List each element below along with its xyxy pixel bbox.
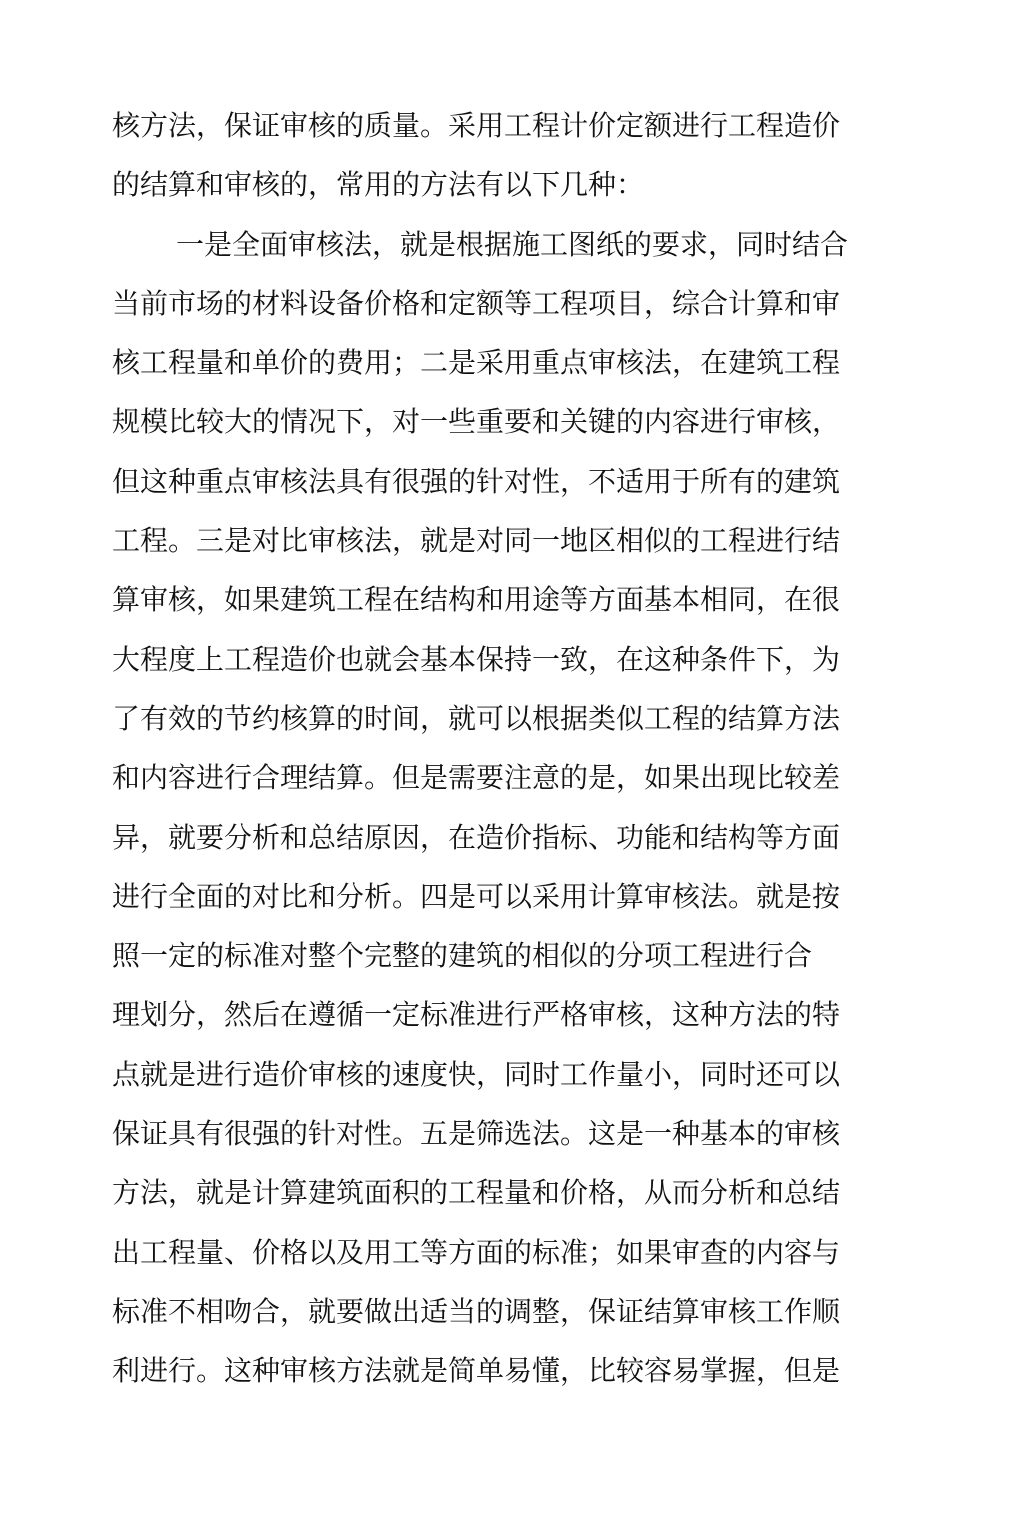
- text-line-13: 异，就要分析和总结原因，在造价指标、功能和结构等方面: [112, 820, 841, 854]
- body-text: [112, 96, 872, 1401]
- text-line-7: 但这种重点审核法具有很强的针对性，不适用于所有的建筑: [112, 464, 841, 498]
- text-line-4: 当前市场的材料设备价格和定额等工程项目，综合计算和审: [112, 286, 841, 320]
- text-line-20: 出工程量、价格以及用工等方面的标准；如果审查的内容与: [112, 1235, 841, 1269]
- text-line-14: 进行全面的对比和分析。四是可以采用计算审核法。就是按: [112, 879, 841, 913]
- text-line-18: 保证具有很强的针对性。五是筛选法。这是一种基本的审核: [112, 1117, 841, 1151]
- text-line-17: 点就是进行造价审核的速度快，同时工作量小，同时还可以: [112, 1057, 841, 1091]
- text-line-9: 算审核，如果建筑工程在结构和用途等方面基本相同，在很: [112, 583, 841, 617]
- text-line-1: 核方法，保证审核的质量。采用工程计价定额进行工程造价: [112, 109, 841, 142]
- text-line-22: 利进行。这种审核方法就是简单易懂，比较容易掌握，但是: [112, 1354, 841, 1388]
- text-line-15: 照一定的标准对整个完整的建筑的相似的分项工程进行合: [112, 939, 813, 973]
- text-line-16: 理划分，然后在遵循一定标准进行严格审核，这种方法的特: [112, 998, 841, 1032]
- text-line-21: 标准不相吻合，就要做出适当的调整，保证结算审核工作顺: [112, 1294, 841, 1328]
- text-line-19: 方法，就是计算建筑面积的工程量和价格，从而分析和总结: [112, 1176, 841, 1210]
- text-line-12: 和内容进行合理结算。但是需要注意的是，如果出现比较差: [112, 761, 841, 795]
- text-line-2: 的结算和审核的，常用的方法有以下几种：: [112, 168, 645, 202]
- text-line-5: 核工程量和单价的费用；二是采用重点审核法，在建筑工程: [112, 346, 841, 380]
- text-line-11: 了有效的节约核算的时间，就可以根据类似工程的结算方法: [112, 701, 841, 735]
- text-line-3: 一是全面审核法，就是根据施工图纸的要求，同时结合: [176, 227, 849, 261]
- text-line-8: 工程。三是对比审核法，就是对同一地区相似的工程进行结: [112, 524, 841, 558]
- text-line-6: 规模比较大的情况下，对一些重要和关键的内容进行审核，: [112, 405, 841, 439]
- text-line-10: 大程度上工程造价也就会基本保持一致，在这种条件下，为: [112, 642, 841, 676]
